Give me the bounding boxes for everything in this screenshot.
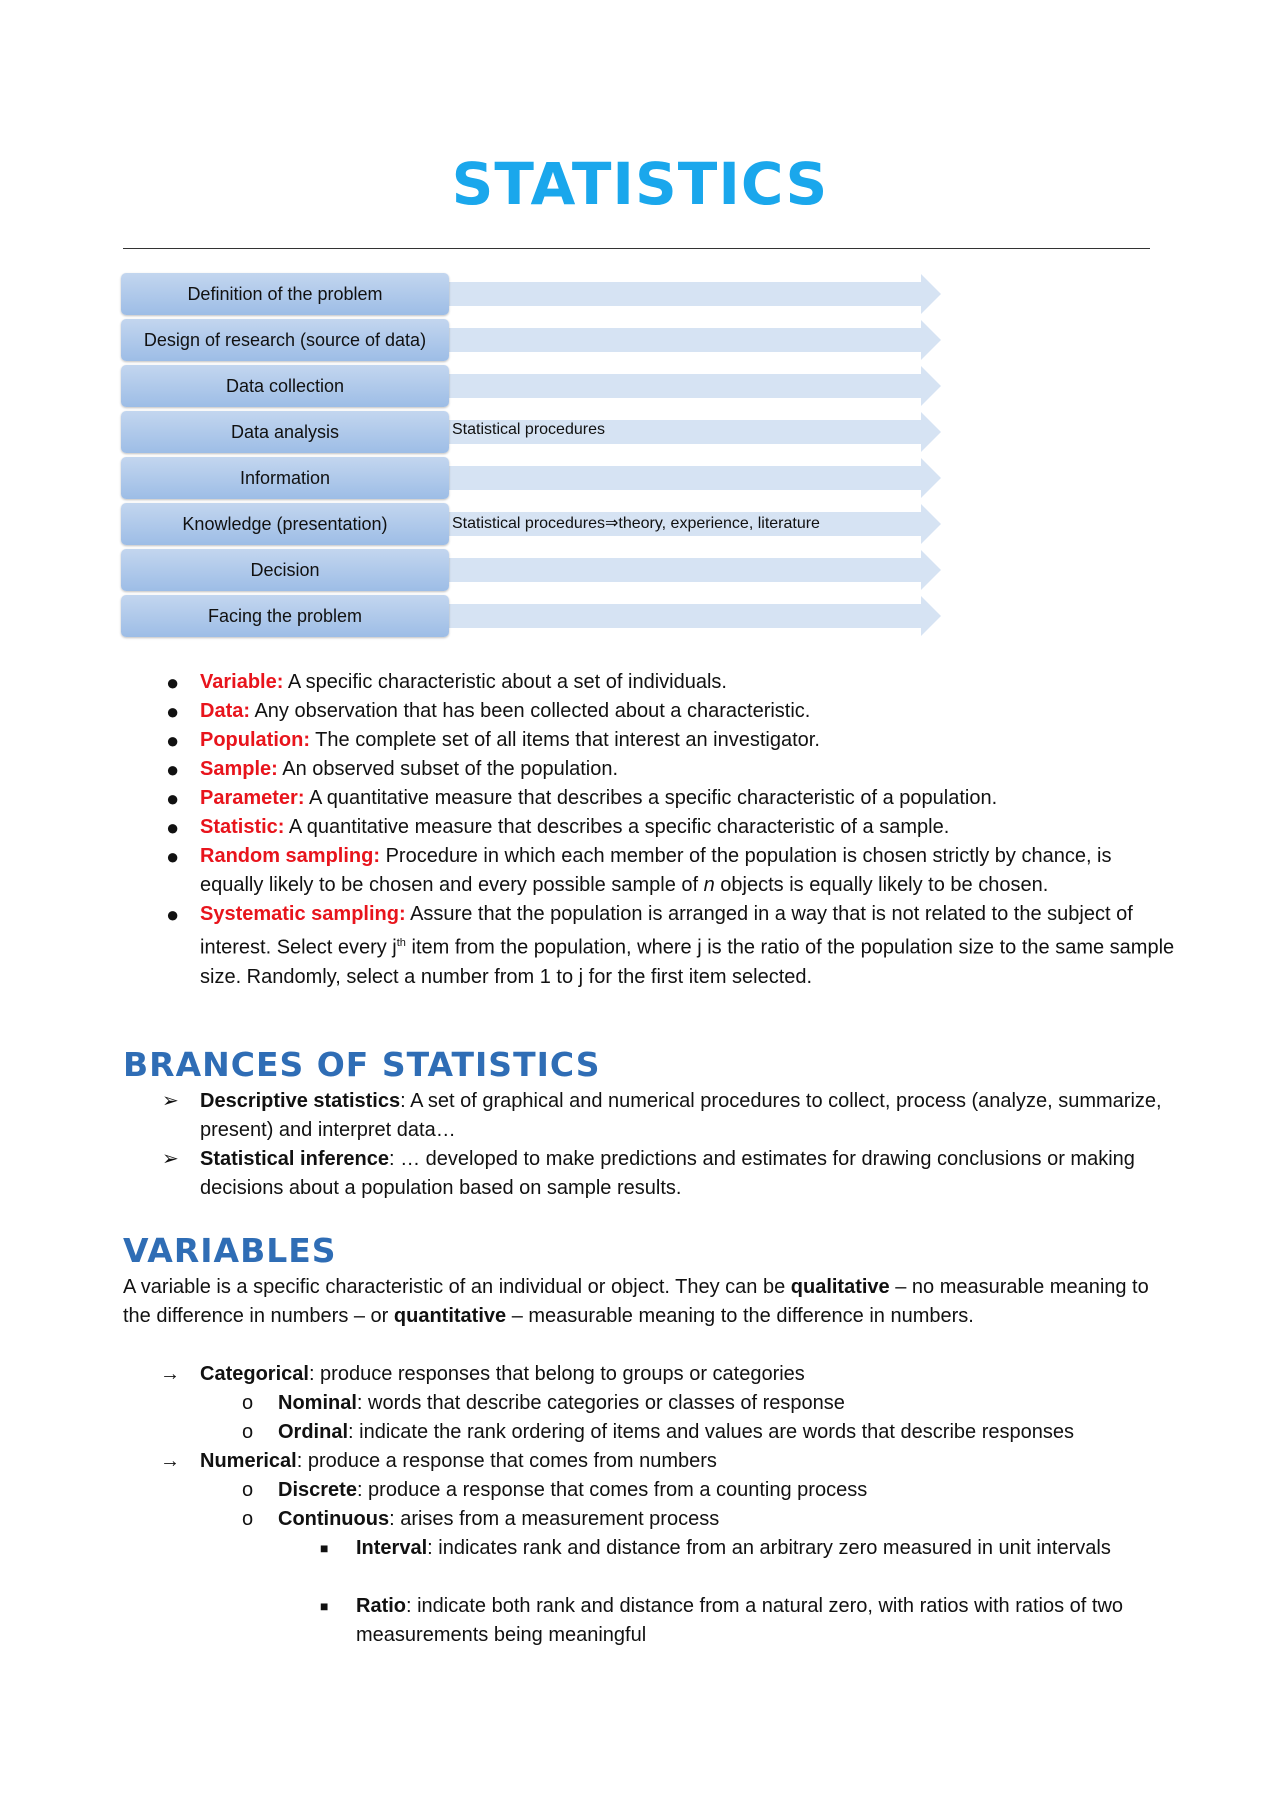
process-step: Decision — [121, 549, 449, 591]
process-step: Data collection — [121, 365, 449, 407]
list-item: ● Systematic sampling: Assure that the population is arranged in a way that is not related to the subject of interest. Select every $j^{th}$ item from the population, where j is the ratio of the population size to the same sample size. Randomly, select a number from 1 to j for the first item selected. — [166, 902, 1175, 988]
list-item-discrete: o Discrete: produce a response that comes from a counting process — [278, 1476, 1168, 1505]
list-item: ● Variable: A specific characteristic about a set of individuals. — [166, 670, 727, 695]
circle-bullet-icon: o — [242, 1508, 254, 1530]
process-row — [121, 595, 941, 637]
process-note: Statistical procedures⇒theory, experience, literature — [452, 515, 820, 532]
process-arrow — [441, 274, 941, 314]
bullet-icon: ● — [166, 757, 180, 782]
process-arrow — [441, 458, 941, 498]
bullet-icon: ● — [166, 844, 180, 869]
process-row — [121, 319, 941, 361]
bullet-icon: ● — [166, 815, 180, 840]
bullet-icon: ● — [166, 902, 180, 927]
process-step: Definition of the problem — [121, 273, 449, 315]
variables-intro: A variable is a specific characteristic of an individual or object. They can be qualitative – no measurable meaning to the difference in numbers – or quantitative – measurable meaning to the difference in numbers. — [123, 1276, 1149, 1327]
bullet-icon: ● — [166, 670, 180, 695]
process-row — [121, 411, 941, 453]
process-diagram — [121, 273, 941, 641]
branches-list — [162, 1087, 1180, 1203]
process-arrow — [441, 550, 941, 590]
process-row — [121, 457, 941, 499]
process-step: Design of research (source of data) — [121, 319, 449, 361]
bullet-icon: ● — [166, 699, 180, 724]
bullet-icon: ● — [166, 786, 180, 811]
list-item: ➢ Statistical inference: … developed to make predictions and estimates for drawing conclusions or making decisions about a population based on sample results. — [200, 1145, 1180, 1203]
list-item-categorical: → Categorical: produce responses that belong to groups or categories — [200, 1360, 1160, 1389]
section-heading-branches: BRANCES OF STATISTICS — [123, 1045, 601, 1084]
list-item-nominal: o Nominal: words that describe categories or classes of response — [278, 1389, 1168, 1418]
bullet-icon: ● — [166, 728, 180, 753]
process-step: Information — [121, 457, 449, 499]
process-row — [121, 273, 941, 315]
list-item: ● Parameter: A quantitative measure that describes a specific characteristic of a population. — [166, 786, 998, 811]
process-step: Facing the problem — [121, 595, 449, 637]
process-row — [121, 549, 941, 591]
list-item: ● Data: Any observation that has been collected about a characteristic. — [166, 699, 811, 724]
circle-bullet-icon: o — [242, 1392, 254, 1414]
process-step: Data analysis — [121, 411, 449, 453]
square-bullet-icon: ■ — [320, 1540, 329, 1556]
right-arrow-icon: → — [160, 1450, 180, 1472]
list-item: ● Random sampling: Procedure in which each member of the population is chosen strictly by chance, is equally likely to be chosen and every possible sample of n objects is equally likely to be chosen. — [166, 844, 1112, 896]
definitions-list — [166, 668, 1180, 992]
circle-bullet-icon: o — [242, 1421, 254, 1443]
list-item-ordinal: o Ordinal: indicate the rank ordering of items and values are words that describe responses — [278, 1418, 1178, 1447]
section-heading-variables: VARIABLES — [123, 1231, 337, 1270]
process-note: Statistical procedures — [452, 421, 605, 438]
list-item-numerical: → Numerical: produce a response that comes from numbers — [200, 1447, 1160, 1476]
list-item-interval: ■ Interval: indicates rank and distance from an arbitrary zero measured in unit intervals — [356, 1534, 1166, 1563]
process-row — [121, 365, 941, 407]
list-item: ● Sample: An observed subset of the population. — [166, 757, 619, 782]
page-title: STATISTICS — [451, 150, 829, 218]
list-item: ● Statistic: A quantitative measure that describes a specific characteristic of a sample. — [166, 815, 950, 840]
list-item-ratio: ■ Ratio: indicate both rank and distance from a natural zero, with ratios with ratios of two measurements being meaningful — [356, 1592, 1176, 1650]
list-item-continuous: o Continuous: arises from a measurement process — [278, 1505, 1168, 1534]
title-rule — [123, 248, 1150, 249]
process-row — [121, 503, 941, 545]
process-arrow — [441, 366, 941, 406]
circle-bullet-icon: o — [242, 1479, 254, 1501]
process-arrow — [441, 320, 941, 360]
list-item: ➢ Descriptive statistics: A set of graphical and numerical procedures to collect, process (analyze, summarize, present) and interpret data… — [200, 1087, 1180, 1145]
arrow-bullet-icon: ➢ — [162, 1148, 179, 1170]
process-step: Knowledge (presentation) — [121, 503, 449, 545]
process-arrow — [441, 596, 941, 636]
list-item: ● Population: The complete set of all items that interest an investigator. — [166, 728, 820, 753]
square-bullet-icon: ■ — [320, 1598, 329, 1614]
arrow-bullet-icon: ➢ — [162, 1090, 179, 1112]
right-arrow-icon: → — [160, 1363, 180, 1385]
